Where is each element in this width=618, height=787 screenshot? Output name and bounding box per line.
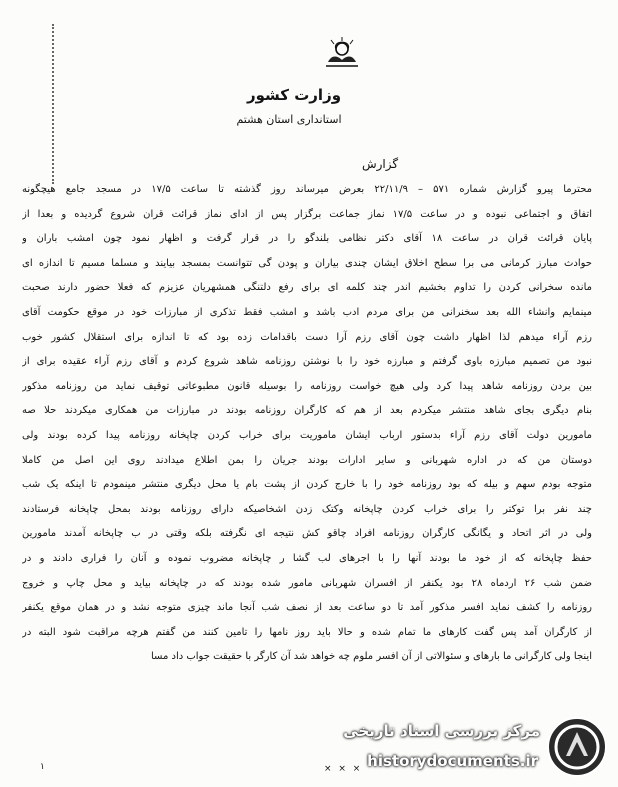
report-body xyxy=(22,178,592,670)
lion-and-sun-emblem-icon xyxy=(322,36,362,70)
body-line: اینجا ولی کارگرانی ما بارهای و سئوالاتی از آن افسر ملوم چه خواهد شد آن کارگر با حقیقت جواب داد مسا xyxy=(150,651,592,663)
body-line: اتفاق و اجتماعی نبوده و در ساعت ۱۷/۵ نماز جماعت برگزار پس از ادای نماز قرائت قران شروع گردیده و بعدا از xyxy=(22,208,592,220)
body-line: مامورین دولت آقای رزم آراء بدستور ارباب ایشان ماموریت برای خراب کردن چاپخانه روزنامه پیدا کرده بودند ولی xyxy=(22,429,592,441)
body-line: حوادث مبارز کرمانی می برا سطح اخلاق ایشان چندی بیاران و پودن گی تتوانست بمسجد بیایند و مسلما مسیم تا اندازه ای xyxy=(22,257,592,269)
binding-edge-mark xyxy=(52,24,72,184)
body-line: پایان قرائت قران در ساعت ۱۸ آقای دکتر نظامی بلندگو را در قرار گرفت و اظهار نمود چون امشب باران و xyxy=(22,233,592,245)
body-line: رزم آراء میدهم لذا اظهار داشت چون آقای رزم آرا دست باقدامات زده بود که تا اندازه برای استقلال کشور خوب xyxy=(22,331,592,343)
archive-logo-icon xyxy=(546,716,608,778)
body-line: متوجه بودم سهم و بیله که بود روزنامه خود را با خارج کردن از پشت بام یا محل دیگری منتشر مینمودم تا اینکه یک شب xyxy=(22,479,592,491)
body-line: بین بردن روزنامه شاهد پیدا کرد ولی هیچ خواست روزنامه را بوسیله قانون مطبوعاتی توقیف نماید من روزنامه مذکور xyxy=(22,380,592,392)
body-line: مینمایم وانشاء الله بعد سخنرانی من برای مردم ادب باشد و امشب فقط تذکری از مبارزات خود در موقع حکومت آقای xyxy=(22,306,592,318)
body-line: ضمن شب ۲۶ اردماه ۲۸ بود یکنفر از افسران شهربانی مامور شده بودند که در چاپخانه بیاید و محل چاپ و خروج xyxy=(22,577,592,589)
body-line: حفظ چاپخانه که از خود ما بودند آنها را با اجرهای لب گشا ر چاپخانه مضروب نموده و آنان را فراری دادند و در xyxy=(22,552,592,564)
body-line: روزنامه را کشف نماید افسر مذکور آمد تا دو ساعت بعد از نصف شب آنجا ماند چیزی متوجه نشد و در همان موقع یکنفر xyxy=(22,602,592,614)
ministry-heading: وزارت کشور xyxy=(246,86,342,104)
bottom-mark: × × × xyxy=(324,764,363,774)
archive-watermark xyxy=(328,712,610,782)
report-title: گزارش xyxy=(361,157,399,171)
body-line: ولی در اثر اتحاد و یگانگی کارگران روزنامه افراد چاقو کش نتیجه ای نگرفته بلکه وقتی در ب چاپخانه آمدند مامورین xyxy=(22,528,592,540)
body-line: دوستان من که در اداره شهربانی و سایر ادارات بودند جریان را بمن اطلاع میدادند روی این اصل من کاملا xyxy=(22,454,592,466)
archive-name: مرکز بررسی اسناد تاریخی xyxy=(343,722,540,740)
page-number: ١ xyxy=(40,762,45,772)
body-line: نبود من تصمیم مبارزه باوی گرفتم و مبارزه خود را با نوشتن روزنامه شاهد شروع کردم و آقای رزم آراء عقیده برای از xyxy=(22,356,592,368)
body-line: بنام دیگری بجای شاهد منتشر میکردم بعد از هم که کارگران روزنامه بودند در مبارزات من همکاری میکردند حلا صه xyxy=(22,405,592,417)
body-line: محترما پیرو گزارش شماره ۵۷۱ – ۲۲/۱۱/۹ بعرض میرساند روز گذشته تا ساعت ۱۷/۵ در مسجد جامع هیچگونه xyxy=(22,184,592,195)
body-line: از کارگران آمد پس گفت کارهای ما تمام شده و حالا باید روز نامها را تامین کنند من گفتم هرچه مراقبت شود البته در xyxy=(22,626,592,638)
office-subheading: استانداری استان هشتم xyxy=(236,113,342,126)
body-line: مانده سخرانی کردن را تداوم بخشیم اندر چند کلمه ای برای رفع دلتنگی همشهریان عزیزم که فعلا حضور دارند صحبت xyxy=(22,282,592,294)
body-line: چند نفر برا توکتر را برای خراب کردن چاپخانه وکتک زدن اشخاصیکه دارای روزنامه بودند بمحل چاپخانه فرستادند xyxy=(22,503,592,515)
archive-url[interactable]: historydocuments.ir xyxy=(367,752,538,770)
